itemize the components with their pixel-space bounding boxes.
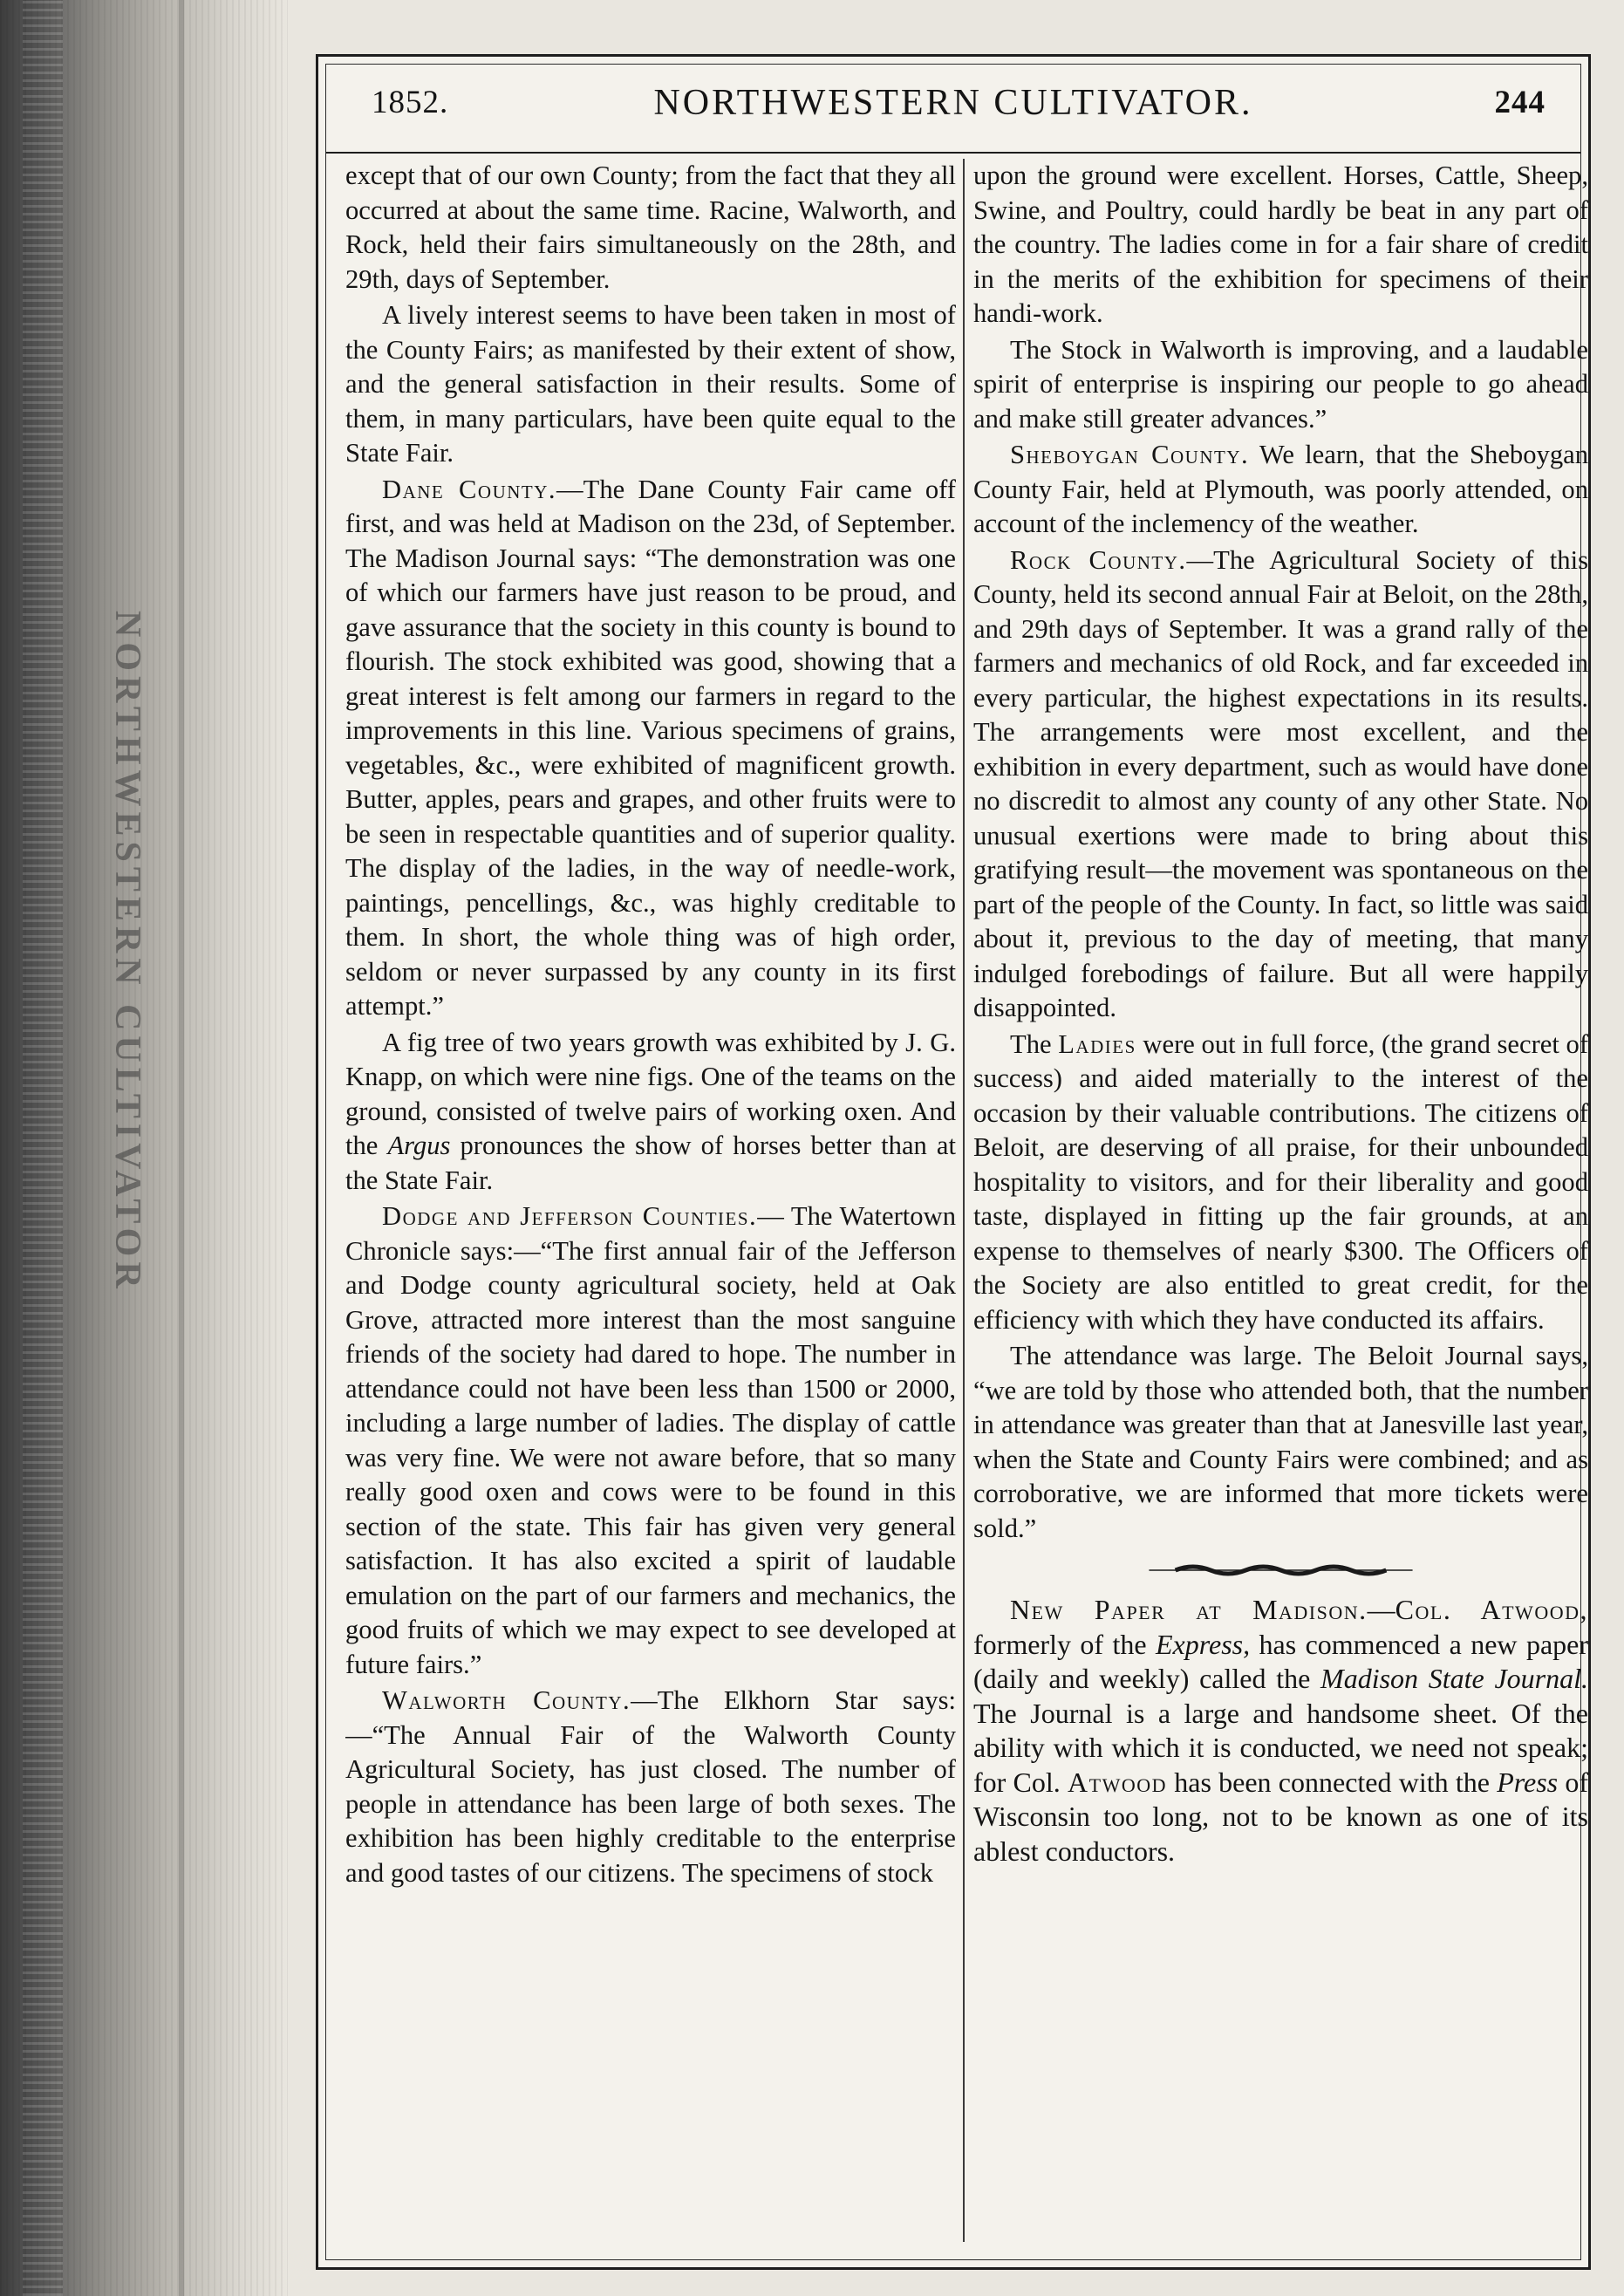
new-paper-text-c: The Journal is a large and handsome sheet. Of the ability with which it is conducted, we need not speak; for Col. <box>973 1697 1588 1798</box>
header-page-number: 244 <box>1494 85 1546 120</box>
heading-dane-county: Dane County. <box>382 474 557 504</box>
paragraph-lively-interest: A lively interest seems to have been taken in most of the County Fairs; as manifested by their extent of show, and the general satisfaction in their results. Some of them, in many particulars, have been quite equal to the State Fair. <box>345 300 956 468</box>
new-paper-journal: Madison State Journal. <box>1320 1663 1588 1694</box>
column-divider <box>963 159 965 2242</box>
dodge-jefferson-text: — The Watertown Chronicle says:—“The first annual fair of the Jefferson and Dodge county agricultural society, held at Oak Grove, attracted more interest than the most sanguine friends of the society had dared to hope. The number in attendance could not have been less than 1500 or 2000, including a large number of ladies. The display of cattle was very fine. We were not aware before, that so many really good oxen and cows were to be found in this section of the state. This fair has given very general satisfaction. It has also excited a spirit of laudable emulation on the part of our farmers and mechanics, the good fruits of which we may expect to see developed at future fairs.” <box>345 1201 956 1679</box>
paragraph-fig-tree <box>345 1026 956 1199</box>
newspaper-page <box>316 54 1591 2270</box>
paragraph-ladies <box>973 1028 1588 1338</box>
paragraph-dane-county <box>345 473 956 1024</box>
fig-text-a: A fig tree of two years growth was exhibited by J. G. Knapp, on which were nine figs. One of the teams on the ground, consisted of twelve pairs of working oxen. And the <box>345 1027 956 1160</box>
heading-sheboygan-county: Sheboygan County. <box>1010 440 1250 469</box>
new-paper-text-e: of Wisconsin too long, not to be known as one of its ablest conductors. <box>973 1766 1588 1867</box>
new-paper-dash: — <box>1367 1594 1395 1625</box>
paragraph-attendance: The attendance was large. The Beloit Journal says, “we are told by those who attended both, that the number in attendance was greater than that at Janesville last year, when the State and County Fairs were combined; and as corroborative, we are informed that more tickets were sold.” <box>973 1341 1588 1543</box>
paragraph-walworth-continued: upon the ground were excellent. Horses, Cattle, Sheep, Swine, and Poultry, could hardly be beat in any part of the country. The ladies come in for a fair share of credit in the merits of the exhibition for specimens of their handi-work. <box>973 161 1588 328</box>
walworth-county-text: —The Elkhorn Star says:—“The Annual Fair of the Walworth County Agricultural Society, has just closed. The number of people in attendance has been large of both sexes. The exhibition has been highly creditable to the enterprise and good tastes of our citizens. The specimens of stock <box>345 1685 956 1888</box>
heading-new-paper: New Paper at Madison. <box>1010 1594 1368 1625</box>
paragraph-county-fairs-intro: except that of our own County; from the fact that they all occurred at about the same time. Racine, Walworth, and Rock, held their fairs simultaneously on the 28th, and 29th, days of September. <box>345 161 956 294</box>
heading-dodge-jefferson: Dodge and Jefferson Counties. <box>382 1201 758 1231</box>
header-year: 1852. <box>372 85 449 120</box>
ladies-text: were out in full force, (the grand secret of success) and aided materially to the interest of the occasion by their valuable contributions. The citizens of Beloit, are deserving of all praise, for their unbounded hospitality to visitors, and for their liberality and good taste, displayed in fitting up the fair grounds, at an expense to themselves of nearly $300. The Officers of the Society are also entitled to great credit, for the efficiency with which they have conducted its affairs. <box>973 1028 1588 1335</box>
new-paper-text-a: formerly of the <box>973 1628 1156 1660</box>
spine-text: NORTHWESTERN CULTIVATOR <box>107 611 147 1294</box>
ladies-pre: The <box>1010 1028 1059 1059</box>
paragraph-new-paper <box>973 1593 1588 1869</box>
page-header <box>326 65 1580 154</box>
fig-text-argus: Argus <box>387 1131 451 1160</box>
paragraph-walworth-stock: The Stock in Walworth is improving, and a laudable spirit of enterprise is inspiring our people to go ahead and make still greater advances.” <box>973 334 1588 434</box>
new-paper-col-atwood: Col. Atwood, <box>1395 1594 1588 1625</box>
heading-walworth-county: Walworth County. <box>382 1685 631 1715</box>
heading-ladies: Ladies <box>1058 1028 1136 1059</box>
new-paper-text-b: has commenced a new paper (daily and weekly) called the <box>973 1628 1588 1694</box>
left-column <box>345 159 956 2242</box>
rock-county-text: —The Agricultural Society of this County, held its second annual Fair at Beloit, on the 28th, and 29th days of September. It was a grand rally of the farmers and mechanics of old Rock, and far exceeded in every particular, the highest expectations in its results. The arrangements were most excellent, and the exhibition in every department, such as would have done no discredit to almost any county of any other State. No unusual exertions were made to bring about this gratifying result—the movement was spontaneous on the part of the people of the County. In fact, so little was said about it, previous to the day of meeting, that many indulged forebodings of failure. But all were happily disappointed. <box>973 544 1588 1022</box>
sheboygan-county-text: We learn, that the Sheboygan County Fair, held at Plymouth, was poorly attended, on account of the inclemency of the weather. <box>973 440 1588 538</box>
new-paper-atwood: Atwood <box>1068 1766 1168 1798</box>
page-frame <box>325 64 1588 2260</box>
binding-edge <box>179 0 184 2296</box>
heading-rock-county: Rock County. <box>1010 544 1187 575</box>
header-title: NORTHWESTERN CULTIVATOR. <box>653 83 1253 123</box>
book-binding <box>0 0 288 2296</box>
right-column <box>973 159 1588 2242</box>
new-paper-press: Press <box>1497 1766 1559 1798</box>
fig-text-b: pronounces the show of horses better than at the State Fair. <box>345 1131 956 1195</box>
paragraph-dodge-jefferson <box>345 1199 956 1682</box>
paragraph-walworth-county <box>345 1684 956 1890</box>
paragraph-sheboygan-county <box>973 438 1588 542</box>
new-paper-express: Express, <box>1155 1628 1251 1660</box>
new-paper-text-d: has been connected with the <box>1167 1766 1498 1798</box>
dane-county-text: —The Dane County Fair came off first, and was held at Madison on the 23d, of September. The Madison Journal says: “The demonstration was one of which our farmers have just reason to be proud, and gave assurance that the society in this county is bound to flourish. The stock exhibited was good, showing that a great interest is felt among our farmers in regard to the improvements in this line. Various specimens of grains, vegetables, &c., were exhibited of magnificent growth. Butter, apples, pears and grapes, and other fruits were to be seen in respectable quantities and of superior quality. The display of the ladies, in the way of needle-work, paintings, pencellings, &c., was highly creditable to them. In short, the whole thing was of high order, seldom or never surpassed by any county in its first attempt.” <box>345 474 956 1021</box>
binding-band <box>23 0 63 2296</box>
paragraph-rock-county <box>973 543 1588 1026</box>
ornamental-divider <box>973 1553 1588 1588</box>
